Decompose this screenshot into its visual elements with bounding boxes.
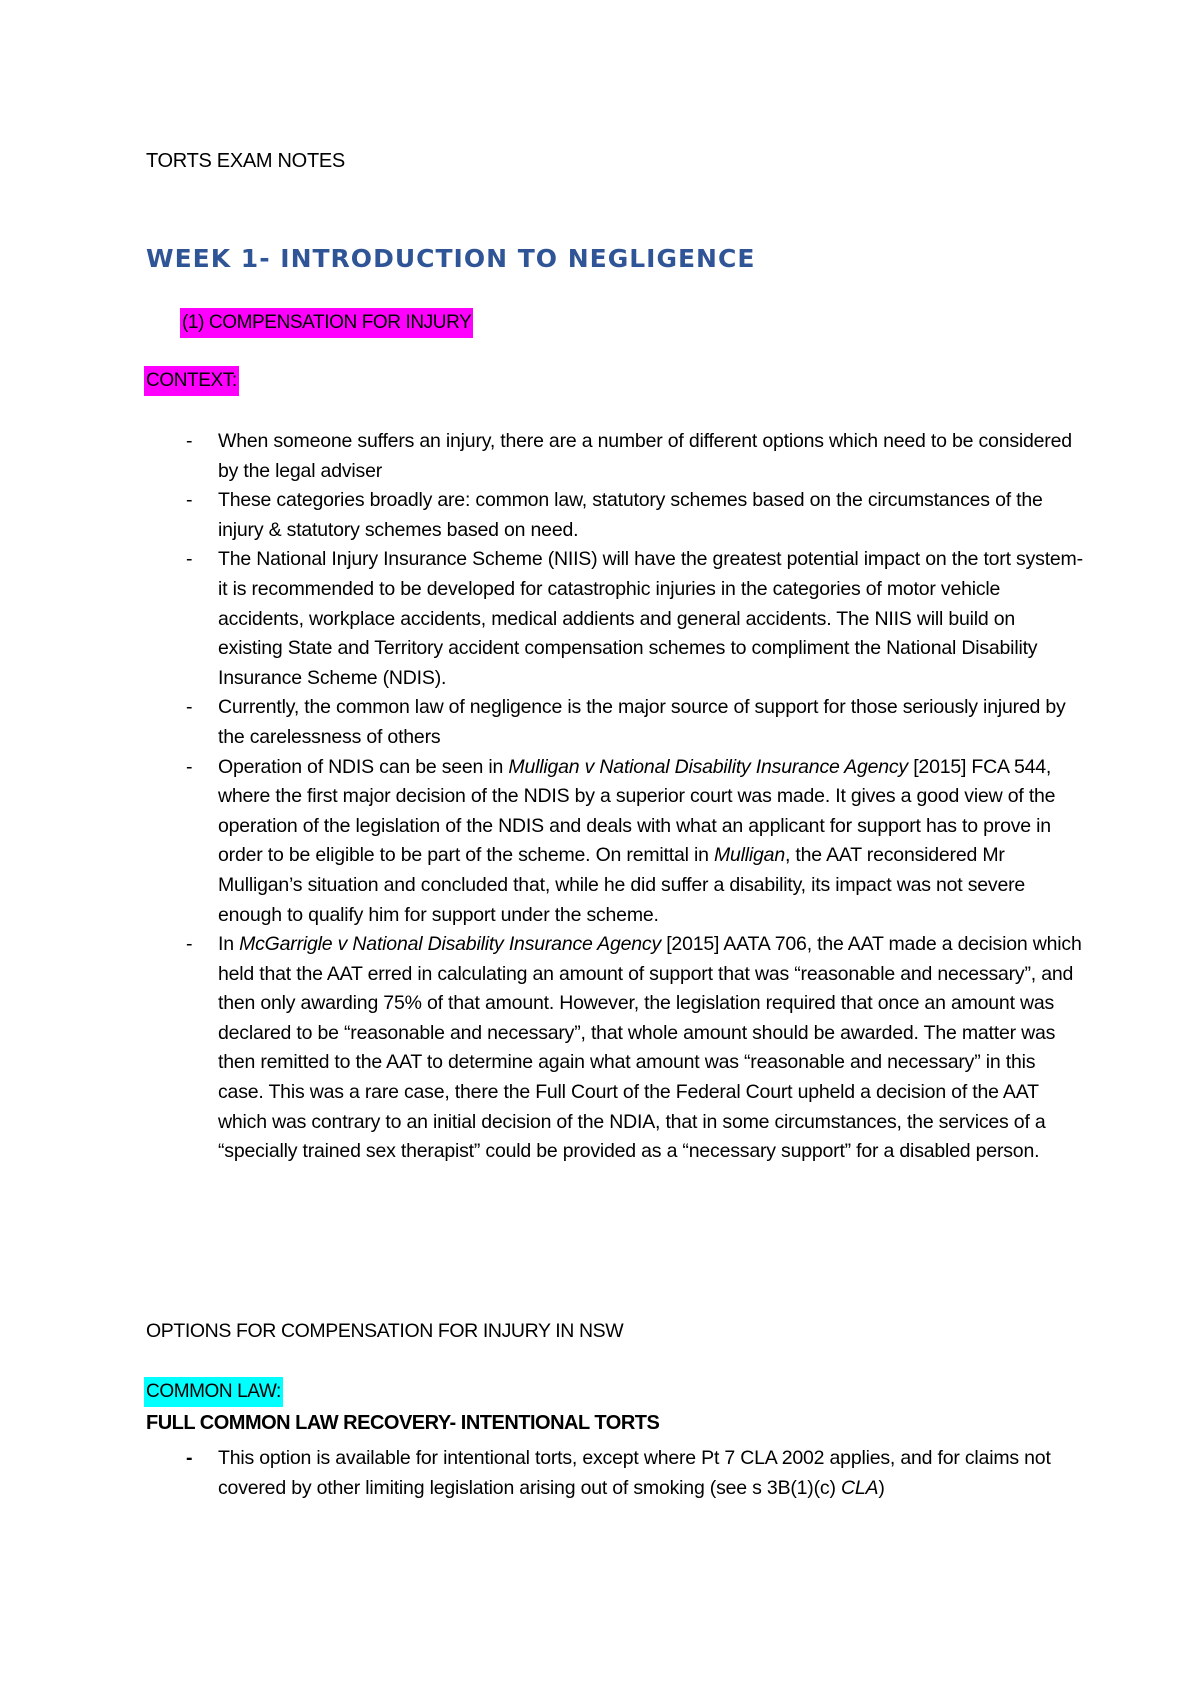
bullet-dash: - xyxy=(186,548,193,571)
case-name-mulligan: Mulligan v National Disability Insurance Agency xyxy=(508,755,908,778)
case-name-mulligan-short: Mulligan xyxy=(713,844,785,867)
list-item xyxy=(144,486,1084,545)
bullet-dash: - xyxy=(186,489,193,512)
bullet-text: When someone suffers an injury, there are a number of different options which need to be considered by the legal adviser xyxy=(218,430,1072,482)
list-item xyxy=(144,427,1084,486)
context-label-block xyxy=(144,366,239,396)
bullet-text: Currently, the common law of negligence is the major source of support for those seriously injured by the carelessness of others xyxy=(218,696,1066,748)
bullet-dash: - xyxy=(186,1447,193,1469)
list-item xyxy=(144,930,1084,1167)
bullet-text-segment: This option is available for intentional torts, except where Pt 7 CLA 2002 applies, and for claims not covered by other limiting legislation arising out of smoking (see s 3B(1)(c) xyxy=(218,1447,1051,1499)
list-item xyxy=(144,1444,1084,1503)
bullet-dash: - xyxy=(186,430,193,452)
bullet-dash: - xyxy=(186,933,193,956)
bullet-text-segment: , the AAT reconsidered Mr Mulligan’s situation and concluded that, while he did suffer a disability, its impact was not severe enough to qualify him for support under the scheme. xyxy=(218,844,1026,926)
list-item xyxy=(144,693,1084,752)
bullet-text xyxy=(218,1447,1051,1499)
list-item xyxy=(144,753,1084,931)
context-bullet-list xyxy=(144,427,1084,1167)
bullet-text xyxy=(218,756,1055,926)
bullet-text-segment: ) xyxy=(878,1476,885,1499)
bullet-text: These categories broadly are: common law, statutory schemes based on the circumstances of the injury & statutory schemes based on need. xyxy=(218,489,1043,541)
statute-abbreviation: CLA xyxy=(840,1476,879,1499)
common-law-bullet-list xyxy=(144,1444,1084,1503)
bullet-text xyxy=(218,933,1082,1162)
bullet-text-segment: [2015] FCA 544, where the first major decision of the NDIS by a superior court was made. It gives a good view of the operation of the legislation of the NDIS and deals with what an applicant for support has to prove in order to be eligible to be part of the scheme. On remittal in xyxy=(218,755,1056,867)
section-compensation-for-injury xyxy=(180,308,473,338)
bullet-text: The National Injury Insurance Scheme (NIIS) will have the greatest potential impact on the tort system- it is recommended to be developed for catastrophic injuries in the categories of motor vehicle accidents, workplace accidents, medical addients and general accidents. The NIIS will build on existing State and Territory accident compensation schemes to compliment the National Disability Insurance Scheme (NDIS). xyxy=(218,548,1083,689)
document-title: TORTS EXAM NOTES xyxy=(146,150,345,172)
section-1-heading-highlighted: (1) COMPENSATION FOR INJURY xyxy=(180,308,473,338)
bullet-dash: - xyxy=(186,696,193,719)
bullet-text-segment: Operation of NDIS can be seen in xyxy=(218,755,509,778)
week-1-heading: WEEK 1- INTRODUCTION TO NEGLIGENCE xyxy=(146,244,756,273)
context-label: CONTEXT: xyxy=(144,366,239,396)
bullet-text-segment: [2015] AATA 706, the AAT made a decision which held that the AAT erred in calculating an amount of support that was “reasonable and necessary”, and then only awarding 75% of that amount. However, the legislation required that once an amount was declared to be “reasonable and necessary”, that whole amount should be awarded. The matter was then remitted to the AAT to determine again what amount was “reasonable and necessary” in this case. This was a rare case, there the Full Court of the Federal Court upheld a decision of the AAT which was contrary to an initial decision of the NDIA, that in some circumstances, the services of a “specially trained sex therapist” could be provided as a “necessary support” for a disabled person. xyxy=(218,933,1082,1163)
common-law-label-block xyxy=(144,1377,283,1407)
bullet-text-segment: In xyxy=(218,933,240,956)
bullet-dash: - xyxy=(186,755,193,778)
options-heading: OPTIONS FOR COMPENSATION FOR INJURY IN NSW xyxy=(146,1320,624,1342)
case-name-mcgarrigle: McGarrigle v National Disability Insurance Agency xyxy=(239,933,661,956)
full-common-law-heading: FULL COMMON LAW RECOVERY- INTENTIONAL TORTS xyxy=(146,1412,660,1434)
list-item xyxy=(144,545,1084,693)
common-law-label: COMMON LAW: xyxy=(144,1377,283,1407)
